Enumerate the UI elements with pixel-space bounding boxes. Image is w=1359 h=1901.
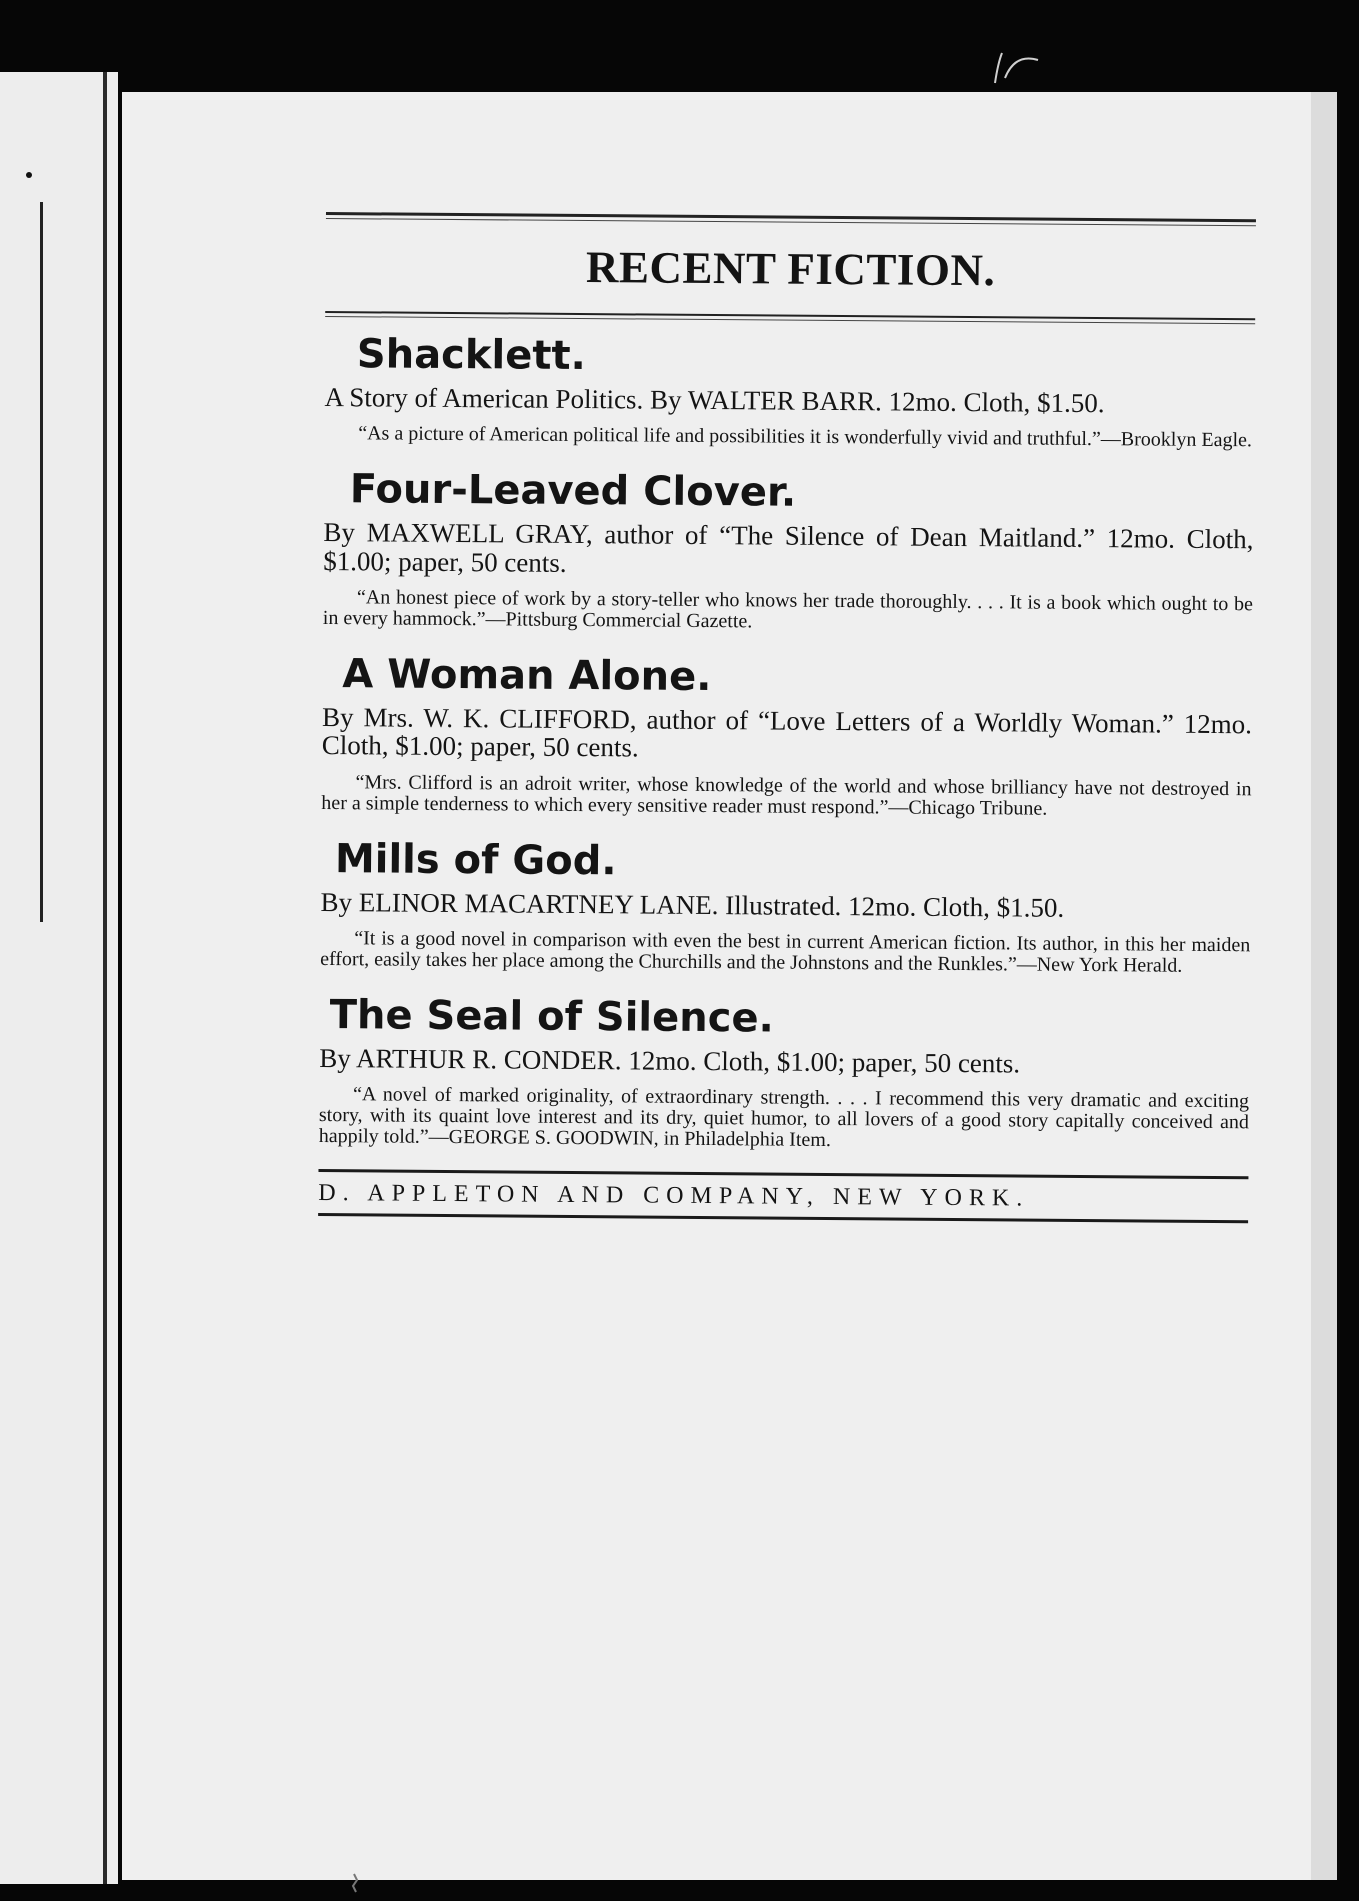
left-page-strip — [0, 72, 118, 1884]
footer-rule-bottom — [318, 1213, 1248, 1223]
book-review-quote: “As a picture of American political life and possibilities it is wonderfully vivid and truthful.”—Brooklyn Eagle. — [358, 422, 1253, 452]
header-rule-top — [326, 212, 1256, 226]
page-right-edge — [1311, 92, 1337, 1880]
book-entry-shacklett — [324, 331, 1255, 452]
publisher-imprint: D. APPLETON AND COMPANY, NEW YORK. — [318, 1180, 1030, 1212]
book-review-quote: “It is a good novel in comparison with even the best in current American fiction. Its author, in this her maiden effort, easily takes her place among the Churchills and the Johnstons and the Runkles.”—New York Herald. — [320, 927, 1251, 977]
book-title: The Seal of Silence. — [329, 992, 774, 1042]
ink-dot — [26, 172, 32, 178]
book-description: By MAXWELL GRAY, author of “The Silence of Dean Maitland.” 12mo. Cloth, $1.00; paper, 50 cents. — [323, 517, 1254, 578]
book-description: By ELINOR MACARTNEY LANE. Illustrated. 12mo. Cloth, $1.50. — [320, 886, 1065, 923]
book-entry-the-seal-of-silence — [319, 992, 1250, 1155]
page-edge-line — [103, 72, 107, 1884]
book-title: Four-Leaved Clover. — [349, 466, 797, 517]
page-gutter-line — [40, 202, 43, 922]
book-review-quote: “An honest piece of work by a story-teller who knows her trade thoroughly. . . . It is a book which ought to be in every hammock.”—Pittsburg Commercial Gazette. — [322, 586, 1254, 633]
footer-rule-top — [318, 1169, 1248, 1179]
book-description: By Mrs. W. K. CLIFFORD, author of “Love Letters of a Worldly Woman.” 12mo. Cloth, $1.00; paper, 50 cents. — [321, 702, 1253, 763]
book-entry-four-leaved-clover — [323, 466, 1254, 636]
header-rule-bottom — [325, 311, 1255, 324]
book-review-quote: “A novel of marked originality, of extraordinary strength. . . . I recommend this very dramatic and exciting story, with its quaint love interest and its dry, quiet humor, to all lovers of a good story capitally conceived and happily told.”—GEORGE S. GOODWIN, in Philadelphia Item. — [318, 1083, 1250, 1152]
book-entry-mills-of-god — [320, 836, 1251, 978]
page-title: RECENT FICTION. — [585, 242, 996, 296]
book-description: By ARTHUR R. CONDER. 12mo. Cloth, $1.00; paper, 50 cents. — [319, 1043, 1021, 1079]
book-page — [122, 92, 1337, 1880]
scan-speck-icon — [348, 1872, 362, 1894]
book-entry-a-woman-alone — [321, 651, 1252, 821]
book-title: Shacklett. — [356, 331, 586, 380]
advertisement-content — [318, 212, 1256, 1224]
pencil-mark-icon — [990, 48, 1050, 88]
book-description: A Story of American Politics. By WALTER BARR. 12mo. Cloth, $1.50. — [324, 381, 1105, 419]
book-review-quote: “Mrs. Clifford is an adroit writer, whose knowledge of the world and whose brilliancy have not destroyed in her a simple tenderness to which every sensitive reader must respond.”—Chicago Tribune. — [321, 770, 1252, 820]
book-title: A Woman Alone. — [342, 651, 712, 701]
book-title: Mills of God. — [334, 835, 617, 885]
